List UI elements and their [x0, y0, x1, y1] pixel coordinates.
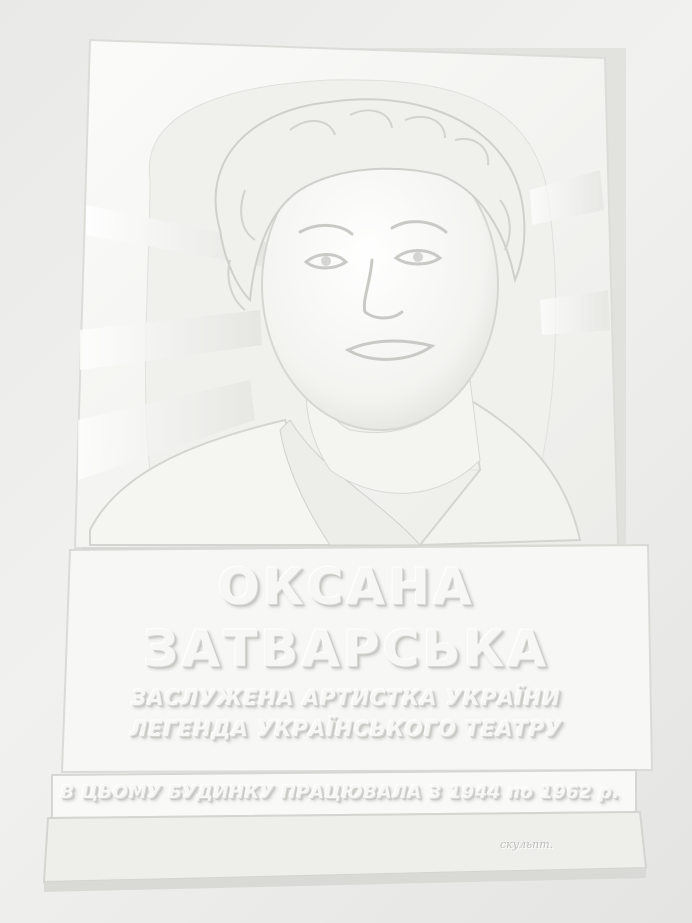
inscription-title-2: ЛЕГЕНДА УКРАЇНСЬКОГО ТЕАТРУ — [129, 717, 563, 741]
sculptor-signature: скульпт. — [500, 838, 554, 851]
inscription-title-1: ЗАСЛУЖЕНА АРТИСТКА УКРАЇНИ — [131, 686, 561, 710]
inscription-first-name: ОКСАНА — [217, 558, 475, 616]
inscription-last-name: ЗАТВАРСЬКА — [142, 620, 550, 678]
inscription-base: В ЦЬОМУ БУДИНКУ ПРАЦЮВАЛА З 1944 по 1962 р. — [60, 782, 620, 803]
